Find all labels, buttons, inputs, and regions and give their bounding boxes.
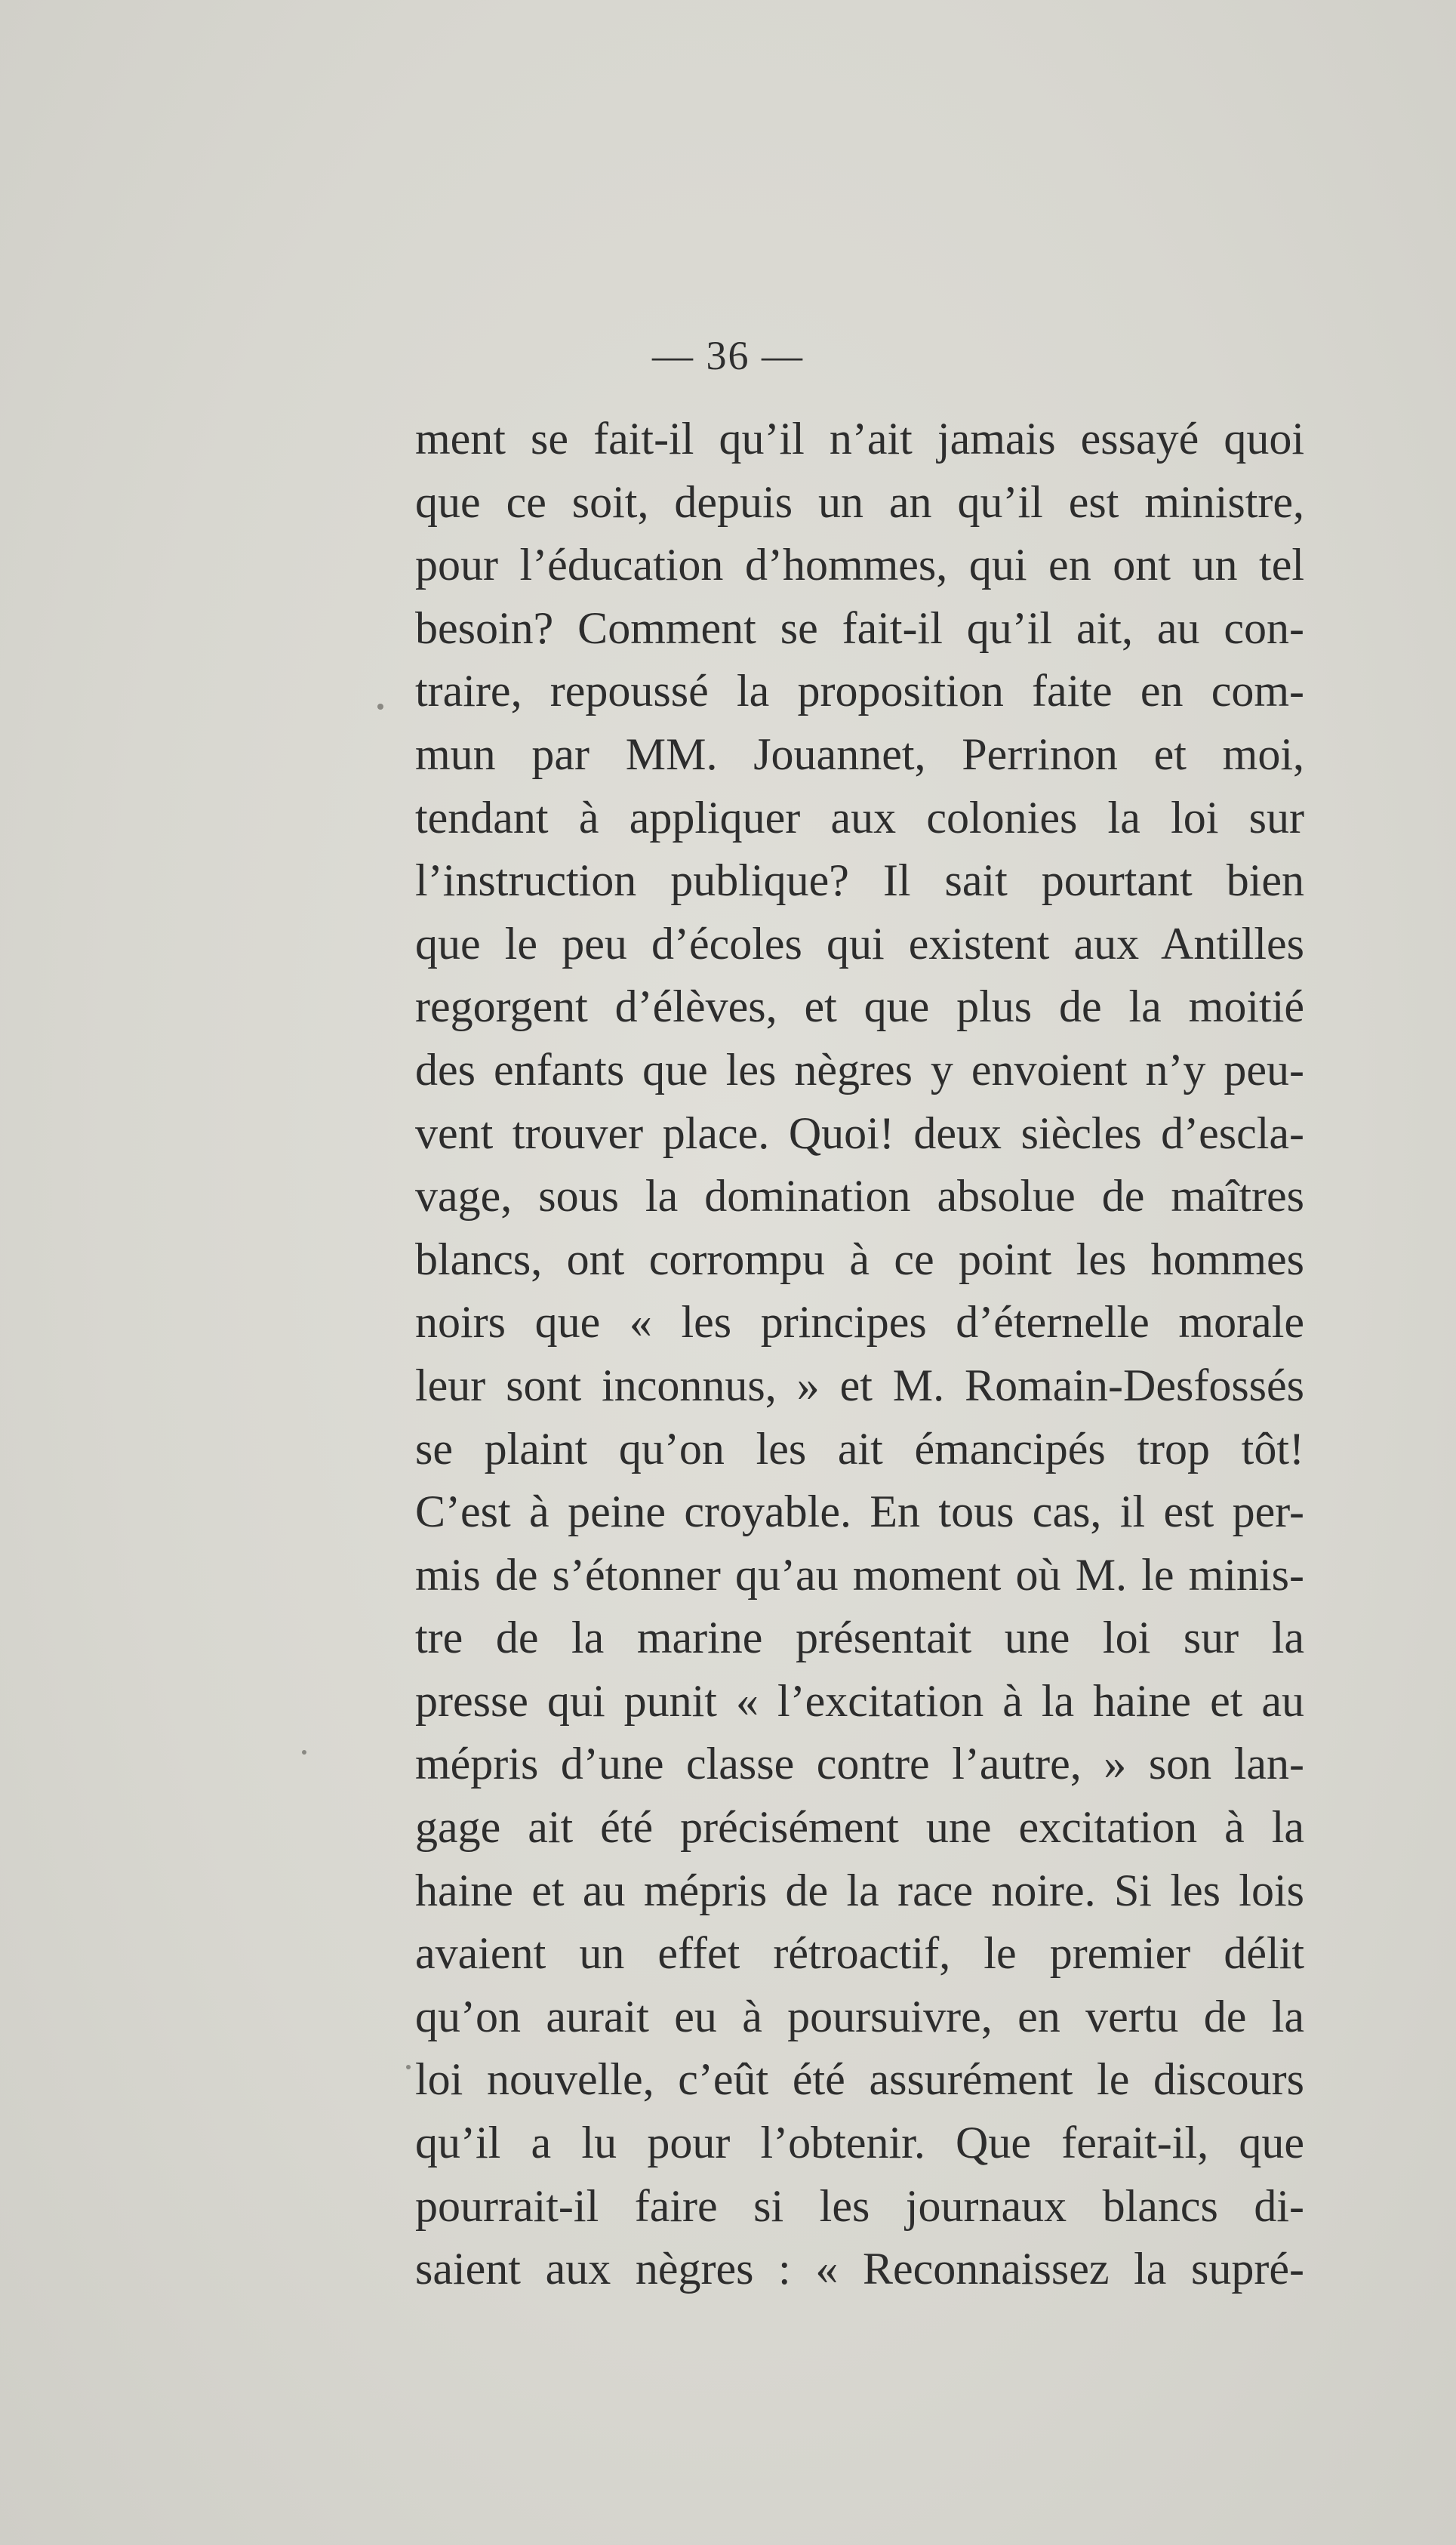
text-line: que le peu d’écoles qui existent aux Antilles (415, 918, 1304, 969)
paper-speck (302, 1750, 306, 1755)
page-number: — 36 — (652, 333, 804, 378)
text-line: qu’il a lu pour l’obtenir. Que ferait-il, que (415, 2118, 1304, 2168)
text-line: avaient un effet rétroactif, le premier délit (415, 1928, 1304, 1979)
text-line: se plaint qu’on les ait émancipés trop tôt! (415, 1423, 1304, 1474)
text-line: blancs, ont corrompu à ce point les hommes (415, 1234, 1304, 1284)
paper-speck (377, 704, 383, 710)
text-line: leur sont inconnus, » et M. Romain-Desfossés (415, 1360, 1304, 1410)
text-line: mun par MM. Jouannet, Perrinon et moi, (415, 729, 1304, 779)
text-line: traire, repoussé la proposition faite en com- (415, 666, 1304, 716)
text-line: l’instruction publique? Il sait pourtant bien (415, 855, 1304, 906)
text-line: que ce soit, depuis un an qu’il est ministre, (415, 476, 1304, 527)
text-line: besoin? Comment se fait-il qu’il ait, au con- (415, 602, 1304, 653)
text-line: noirs que « les principes d’éternelle morale (415, 1297, 1304, 1348)
text-line: vage, sous la domination absolue de maîtres (415, 1171, 1304, 1222)
text-line: C’est à peine croyable. En tous cas, il est per- (415, 1487, 1304, 1537)
text-line: vent trouver place. Quoi! deux siècles d’escla- (415, 1108, 1304, 1158)
text-line: des enfants que les nègres y envoient n’y peu- (415, 1044, 1304, 1095)
text-line: mépris d’une classe contre l’autre, » son lan- (415, 1739, 1304, 1789)
text-line: loi nouvelle, c’eût été assurément le discours (415, 2054, 1304, 2105)
text-line: qu’on aurait eu à poursuivre, en vertu de la (415, 1991, 1304, 2041)
text-line: pour l’éducation d’hommes, qui en ont un tel (415, 540, 1304, 590)
text-line: gage ait été précisément une excitation à la (415, 1802, 1304, 1853)
body-text (415, 408, 1304, 2301)
text-line: presse qui punit « l’excitation à la haine et au (415, 1675, 1304, 1726)
text-line: tre de la marine présentait une loi sur la (415, 1613, 1304, 1663)
text-line: pourrait-il faire si les journaux blancs di- (415, 2180, 1304, 2231)
text-line: tendant à appliquer aux colonies la loi sur (415, 792, 1304, 843)
text-line: saient aux nègres : « Reconnaissez la supré- (415, 2244, 1304, 2294)
text-line: ment se fait-il qu’il n’ait jamais essayé quoi (415, 414, 1304, 464)
text-line: haine et au mépris de la race noire. Si les lois (415, 1865, 1304, 1915)
text-line: mis de s’étonner qu’au moment où M. le minis- (415, 1549, 1304, 1600)
text-line: regorgent d’élèves, et que plus de la moitié (415, 981, 1304, 1032)
paper-speck (406, 2065, 411, 2069)
